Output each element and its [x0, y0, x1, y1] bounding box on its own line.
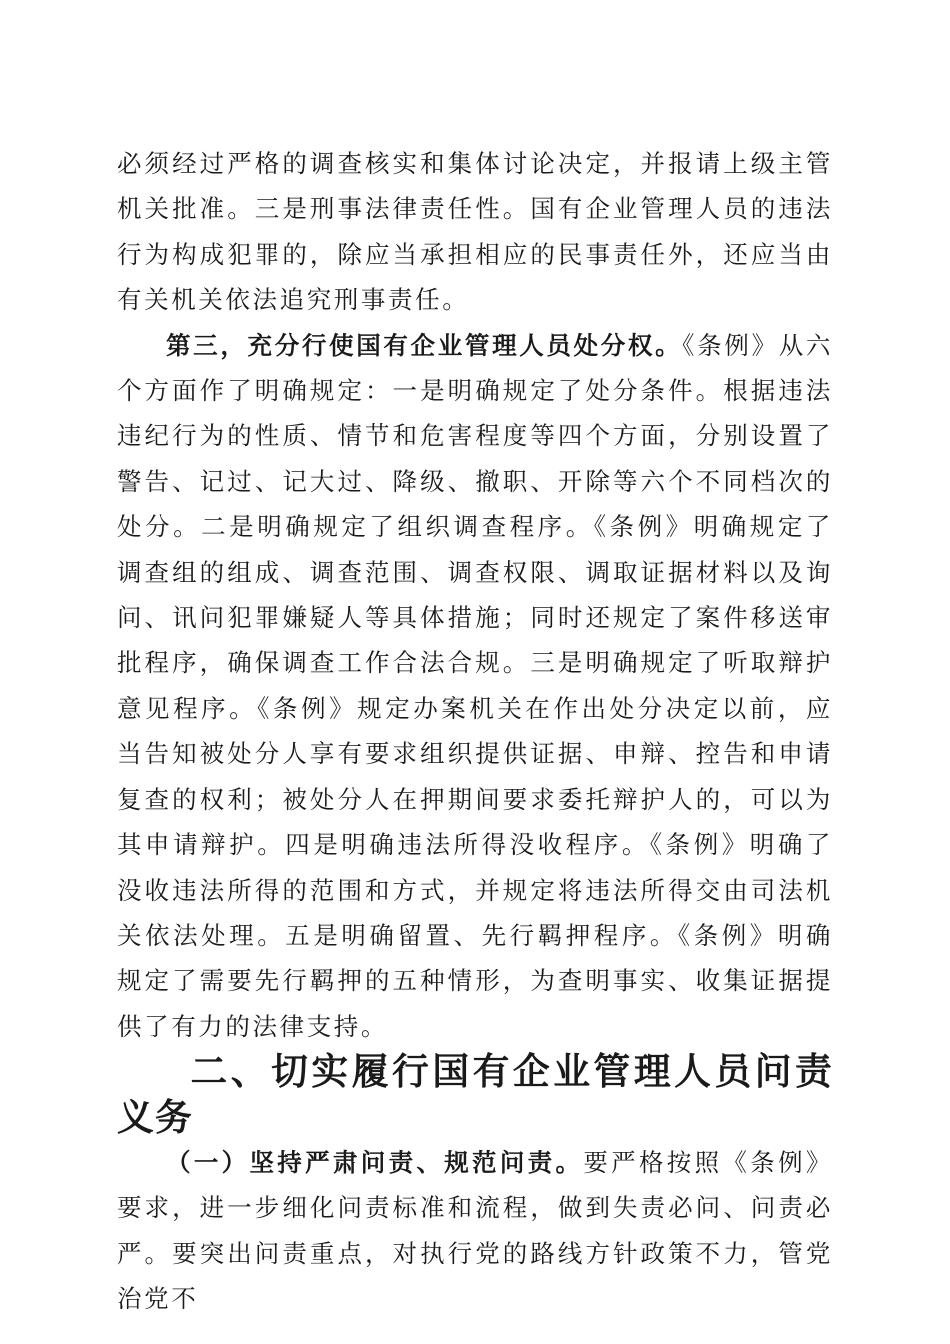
paragraph-continued: [117, 141, 833, 323]
paragraph-lead: （一）坚持严肃问责、规范问责。: [166, 1147, 584, 1177]
section-heading: 二、切实履行国有企业管理人员问责义务: [117, 1050, 833, 1139]
paragraph-text: 要严格按照《条例》要求，进一步细化问责标准和流程，做到失责必问、问责必严。要突出问责重点，对执行党的路线方针政策不力，管党治党不: [117, 1147, 833, 1314]
paragraph-text: 必须经过严格的调查核实和集体讨论决定，并报请上级主管机关批准。三是刑事法律责任性。国有企业管理人员的违法行为构成犯罪的，除应当承担相应的民事责任外，还应当由有关机关依法追究刑事责任。: [117, 149, 833, 315]
paragraph-accountability: [117, 1140, 833, 1322]
paragraph-disciplinary-authority: [117, 323, 833, 1050]
paragraph-text: 《条例》从六个方面作了明确规定：一是明确规定了处分条件。根据违法违纪行为的性质、情节和危害程度等四个方面，分别设置了警告、记过、记大过、降级、撤职、开除等六个不同档次的处分。二是明确规定了组织调查程序。《条例》明确规定了调查组的组成、调查范围、调查权限、调取证据材料以及询问、讯问犯罪嫌疑人等具体措施；同时还规定了案件移送审批程序，确保调查工作合法合规。三是明确规定了听取辩护意见程序。《条例》规定办案机关在作出处分决定以前，应当告知被处分人享有要求组织提供证据、申辩、控告和申请复查的权利；被处分人在押期间要求委托辩护人的，可以为其申请辩护。四是明确违法所得没收程序。《条例》明确了没收违法所得的范围和方式，并规定将违法所得交由司法机关依法处理。五是明确留置、先行羁押程序。《条例》明确规定了需要先行羁押的五种情形，为查明事实、收集证据提供了有力的法律支持。: [117, 330, 833, 1041]
document-body: [117, 141, 833, 1322]
paragraph-lead: 第三，充分行使国有企业管理人员处分权。: [166, 330, 683, 360]
